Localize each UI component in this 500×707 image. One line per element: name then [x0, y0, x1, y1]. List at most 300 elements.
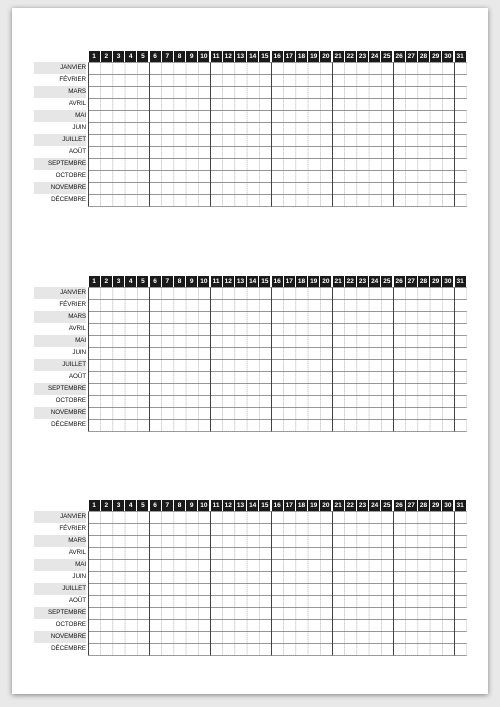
- day-cell[interactable]: [272, 372, 284, 384]
- day-cell[interactable]: [125, 372, 137, 384]
- day-cell[interactable]: [113, 348, 125, 360]
- day-cell[interactable]: [272, 632, 284, 644]
- day-cell[interactable]: [345, 75, 357, 87]
- day-cell[interactable]: [394, 147, 406, 159]
- day-cell[interactable]: [162, 63, 174, 75]
- day-cell[interactable]: [223, 300, 235, 312]
- day-cell[interactable]: [162, 288, 174, 300]
- day-cell[interactable]: [235, 87, 247, 99]
- day-cell[interactable]: [174, 99, 186, 111]
- day-cell[interactable]: [345, 171, 357, 183]
- day-cell[interactable]: [272, 560, 284, 572]
- day-cell[interactable]: [259, 312, 271, 324]
- day-cell[interactable]: [369, 135, 381, 147]
- day-cell[interactable]: [296, 348, 308, 360]
- day-cell[interactable]: [418, 420, 430, 432]
- day-cell[interactable]: [406, 87, 418, 99]
- day-cell[interactable]: [442, 620, 454, 632]
- day-cell[interactable]: [333, 288, 345, 300]
- day-cell[interactable]: [406, 548, 418, 560]
- day-cell[interactable]: [430, 408, 442, 420]
- day-cell[interactable]: [89, 644, 101, 656]
- day-cell[interactable]: [162, 159, 174, 171]
- day-cell[interactable]: [223, 360, 235, 372]
- day-cell[interactable]: [442, 135, 454, 147]
- day-cell[interactable]: [272, 420, 284, 432]
- day-cell[interactable]: [430, 384, 442, 396]
- day-cell[interactable]: [89, 560, 101, 572]
- day-cell[interactable]: [174, 596, 186, 608]
- day-cell[interactable]: [308, 87, 320, 99]
- day-cell[interactable]: [162, 608, 174, 620]
- day-cell[interactable]: [284, 171, 296, 183]
- day-cell[interactable]: [394, 584, 406, 596]
- day-cell[interactable]: [418, 288, 430, 300]
- day-cell[interactable]: [381, 620, 393, 632]
- day-cell[interactable]: [333, 111, 345, 123]
- day-cell[interactable]: [211, 99, 223, 111]
- day-cell[interactable]: [381, 123, 393, 135]
- day-cell[interactable]: [162, 620, 174, 632]
- day-cell[interactable]: [345, 87, 357, 99]
- day-cell[interactable]: [381, 183, 393, 195]
- day-cell[interactable]: [345, 548, 357, 560]
- day-cell[interactable]: [381, 608, 393, 620]
- day-cell[interactable]: [345, 195, 357, 207]
- day-cell[interactable]: [369, 608, 381, 620]
- day-cell[interactable]: [357, 111, 369, 123]
- day-cell[interactable]: [174, 171, 186, 183]
- day-cell[interactable]: [259, 384, 271, 396]
- day-cell[interactable]: [235, 620, 247, 632]
- day-cell[interactable]: [357, 336, 369, 348]
- day-cell[interactable]: [406, 644, 418, 656]
- day-cell[interactable]: [223, 536, 235, 548]
- day-cell[interactable]: [357, 372, 369, 384]
- day-cell[interactable]: [394, 644, 406, 656]
- day-cell[interactable]: [418, 171, 430, 183]
- day-cell[interactable]: [162, 512, 174, 524]
- day-cell[interactable]: [174, 312, 186, 324]
- day-cell[interactable]: [89, 584, 101, 596]
- day-cell[interactable]: [406, 75, 418, 87]
- day-cell[interactable]: [394, 99, 406, 111]
- day-cell[interactable]: [357, 300, 369, 312]
- day-cell[interactable]: [101, 408, 113, 420]
- day-cell[interactable]: [113, 396, 125, 408]
- day-cell[interactable]: [320, 512, 332, 524]
- day-cell[interactable]: [394, 620, 406, 632]
- day-cell[interactable]: [247, 300, 259, 312]
- day-cell[interactable]: [211, 536, 223, 548]
- day-cell[interactable]: [381, 99, 393, 111]
- day-cell[interactable]: [89, 360, 101, 372]
- day-cell[interactable]: [442, 560, 454, 572]
- day-cell[interactable]: [357, 135, 369, 147]
- day-cell[interactable]: [101, 63, 113, 75]
- day-cell[interactable]: [137, 288, 149, 300]
- day-cell[interactable]: [186, 147, 198, 159]
- day-cell[interactable]: [259, 123, 271, 135]
- day-cell[interactable]: [162, 572, 174, 584]
- day-cell[interactable]: [198, 147, 210, 159]
- day-cell[interactable]: [247, 360, 259, 372]
- day-cell[interactable]: [272, 360, 284, 372]
- day-cell[interactable]: [308, 548, 320, 560]
- day-cell[interactable]: [162, 87, 174, 99]
- day-cell[interactable]: [345, 183, 357, 195]
- day-cell[interactable]: [137, 384, 149, 396]
- day-cell[interactable]: [406, 324, 418, 336]
- day-cell[interactable]: [442, 348, 454, 360]
- day-cell[interactable]: [406, 584, 418, 596]
- day-cell[interactable]: [272, 512, 284, 524]
- day-cell[interactable]: [357, 524, 369, 536]
- day-cell[interactable]: [272, 584, 284, 596]
- day-cell[interactable]: [272, 288, 284, 300]
- day-cell[interactable]: [259, 147, 271, 159]
- day-cell[interactable]: [137, 324, 149, 336]
- day-cell[interactable]: [284, 620, 296, 632]
- day-cell[interactable]: [345, 584, 357, 596]
- day-cell[interactable]: [247, 420, 259, 432]
- day-cell[interactable]: [418, 560, 430, 572]
- day-cell[interactable]: [186, 548, 198, 560]
- day-cell[interactable]: [381, 384, 393, 396]
- day-cell[interactable]: [223, 87, 235, 99]
- day-cell[interactable]: [235, 336, 247, 348]
- day-cell[interactable]: [101, 75, 113, 87]
- day-cell[interactable]: [259, 195, 271, 207]
- day-cell[interactable]: [113, 644, 125, 656]
- day-cell[interactable]: [320, 372, 332, 384]
- day-cell[interactable]: [162, 99, 174, 111]
- day-cell[interactable]: [333, 420, 345, 432]
- day-cell[interactable]: [150, 372, 162, 384]
- day-cell[interactable]: [430, 135, 442, 147]
- day-cell[interactable]: [308, 336, 320, 348]
- day-cell[interactable]: [406, 512, 418, 524]
- day-cell[interactable]: [272, 99, 284, 111]
- day-cell[interactable]: [430, 584, 442, 596]
- day-cell[interactable]: [211, 348, 223, 360]
- day-cell[interactable]: [259, 512, 271, 524]
- day-cell[interactable]: [211, 87, 223, 99]
- day-cell[interactable]: [394, 159, 406, 171]
- day-cell[interactable]: [247, 348, 259, 360]
- day-cell[interactable]: [406, 336, 418, 348]
- day-cell[interactable]: [223, 99, 235, 111]
- day-cell[interactable]: [162, 584, 174, 596]
- day-cell[interactable]: [235, 147, 247, 159]
- day-cell[interactable]: [333, 524, 345, 536]
- day-cell[interactable]: [259, 584, 271, 596]
- day-cell[interactable]: [442, 384, 454, 396]
- day-cell[interactable]: [333, 372, 345, 384]
- day-cell[interactable]: [455, 87, 467, 99]
- day-cell[interactable]: [296, 420, 308, 432]
- day-cell[interactable]: [137, 608, 149, 620]
- day-cell[interactable]: [284, 372, 296, 384]
- day-cell[interactable]: [381, 560, 393, 572]
- day-cell[interactable]: [162, 536, 174, 548]
- day-cell[interactable]: [455, 372, 467, 384]
- day-cell[interactable]: [308, 608, 320, 620]
- day-cell[interactable]: [137, 560, 149, 572]
- day-cell[interactable]: [223, 384, 235, 396]
- day-cell[interactable]: [381, 348, 393, 360]
- day-cell[interactable]: [101, 420, 113, 432]
- day-cell[interactable]: [406, 384, 418, 396]
- day-cell[interactable]: [137, 336, 149, 348]
- day-cell[interactable]: [89, 620, 101, 632]
- day-cell[interactable]: [89, 524, 101, 536]
- day-cell[interactable]: [247, 183, 259, 195]
- day-cell[interactable]: [284, 336, 296, 348]
- day-cell[interactable]: [394, 560, 406, 572]
- day-cell[interactable]: [381, 372, 393, 384]
- day-cell[interactable]: [357, 123, 369, 135]
- day-cell[interactable]: [162, 420, 174, 432]
- day-cell[interactable]: [345, 620, 357, 632]
- day-cell[interactable]: [223, 123, 235, 135]
- day-cell[interactable]: [162, 312, 174, 324]
- day-cell[interactable]: [345, 123, 357, 135]
- day-cell[interactable]: [455, 288, 467, 300]
- day-cell[interactable]: [162, 396, 174, 408]
- day-cell[interactable]: [247, 596, 259, 608]
- day-cell[interactable]: [247, 524, 259, 536]
- day-cell[interactable]: [186, 408, 198, 420]
- day-cell[interactable]: [272, 596, 284, 608]
- day-cell[interactable]: [357, 584, 369, 596]
- day-cell[interactable]: [198, 75, 210, 87]
- day-cell[interactable]: [259, 396, 271, 408]
- day-cell[interactable]: [418, 324, 430, 336]
- day-cell[interactable]: [211, 596, 223, 608]
- day-cell[interactable]: [89, 63, 101, 75]
- day-cell[interactable]: [186, 324, 198, 336]
- day-cell[interactable]: [235, 111, 247, 123]
- day-cell[interactable]: [211, 159, 223, 171]
- day-cell[interactable]: [296, 512, 308, 524]
- day-cell[interactable]: [369, 560, 381, 572]
- day-cell[interactable]: [357, 324, 369, 336]
- day-cell[interactable]: [296, 171, 308, 183]
- day-cell[interactable]: [247, 312, 259, 324]
- day-cell[interactable]: [113, 560, 125, 572]
- day-cell[interactable]: [320, 99, 332, 111]
- day-cell[interactable]: [162, 171, 174, 183]
- day-cell[interactable]: [296, 632, 308, 644]
- day-cell[interactable]: [430, 123, 442, 135]
- day-cell[interactable]: [211, 548, 223, 560]
- day-cell[interactable]: [150, 99, 162, 111]
- day-cell[interactable]: [442, 63, 454, 75]
- day-cell[interactable]: [406, 608, 418, 620]
- day-cell[interactable]: [296, 584, 308, 596]
- day-cell[interactable]: [296, 75, 308, 87]
- day-cell[interactable]: [320, 360, 332, 372]
- day-cell[interactable]: [357, 384, 369, 396]
- day-cell[interactable]: [235, 288, 247, 300]
- day-cell[interactable]: [198, 632, 210, 644]
- day-cell[interactable]: [211, 312, 223, 324]
- day-cell[interactable]: [235, 324, 247, 336]
- day-cell[interactable]: [284, 111, 296, 123]
- day-cell[interactable]: [101, 147, 113, 159]
- day-cell[interactable]: [137, 348, 149, 360]
- day-cell[interactable]: [357, 312, 369, 324]
- day-cell[interactable]: [186, 420, 198, 432]
- day-cell[interactable]: [345, 420, 357, 432]
- day-cell[interactable]: [113, 512, 125, 524]
- day-cell[interactable]: [369, 348, 381, 360]
- day-cell[interactable]: [198, 183, 210, 195]
- day-cell[interactable]: [198, 560, 210, 572]
- day-cell[interactable]: [198, 384, 210, 396]
- day-cell[interactable]: [406, 288, 418, 300]
- day-cell[interactable]: [430, 300, 442, 312]
- day-cell[interactable]: [137, 620, 149, 632]
- day-cell[interactable]: [296, 183, 308, 195]
- day-cell[interactable]: [235, 608, 247, 620]
- day-cell[interactable]: [174, 396, 186, 408]
- day-cell[interactable]: [162, 300, 174, 312]
- day-cell[interactable]: [125, 360, 137, 372]
- day-cell[interactable]: [259, 548, 271, 560]
- day-cell[interactable]: [284, 135, 296, 147]
- day-cell[interactable]: [320, 135, 332, 147]
- day-cell[interactable]: [394, 524, 406, 536]
- day-cell[interactable]: [406, 159, 418, 171]
- day-cell[interactable]: [198, 644, 210, 656]
- day-cell[interactable]: [186, 620, 198, 632]
- day-cell[interactable]: [211, 195, 223, 207]
- day-cell[interactable]: [186, 632, 198, 644]
- day-cell[interactable]: [174, 360, 186, 372]
- day-cell[interactable]: [418, 87, 430, 99]
- day-cell[interactable]: [162, 644, 174, 656]
- day-cell[interactable]: [357, 87, 369, 99]
- day-cell[interactable]: [186, 135, 198, 147]
- day-cell[interactable]: [198, 620, 210, 632]
- day-cell[interactable]: [235, 123, 247, 135]
- day-cell[interactable]: [357, 147, 369, 159]
- day-cell[interactable]: [113, 75, 125, 87]
- day-cell[interactable]: [442, 396, 454, 408]
- day-cell[interactable]: [125, 608, 137, 620]
- day-cell[interactable]: [223, 560, 235, 572]
- day-cell[interactable]: [186, 560, 198, 572]
- day-cell[interactable]: [357, 288, 369, 300]
- day-cell[interactable]: [320, 312, 332, 324]
- day-cell[interactable]: [186, 312, 198, 324]
- day-cell[interactable]: [247, 572, 259, 584]
- day-cell[interactable]: [211, 632, 223, 644]
- day-cell[interactable]: [125, 596, 137, 608]
- day-cell[interactable]: [442, 183, 454, 195]
- day-cell[interactable]: [89, 183, 101, 195]
- day-cell[interactable]: [235, 360, 247, 372]
- day-cell[interactable]: [406, 408, 418, 420]
- day-cell[interactable]: [430, 159, 442, 171]
- day-cell[interactable]: [101, 572, 113, 584]
- day-cell[interactable]: [235, 384, 247, 396]
- day-cell[interactable]: [272, 620, 284, 632]
- day-cell[interactable]: [272, 63, 284, 75]
- day-cell[interactable]: [162, 111, 174, 123]
- day-cell[interactable]: [369, 336, 381, 348]
- day-cell[interactable]: [174, 123, 186, 135]
- day-cell[interactable]: [345, 524, 357, 536]
- day-cell[interactable]: [198, 135, 210, 147]
- day-cell[interactable]: [357, 63, 369, 75]
- day-cell[interactable]: [89, 147, 101, 159]
- day-cell[interactable]: [223, 195, 235, 207]
- day-cell[interactable]: [247, 384, 259, 396]
- day-cell[interactable]: [223, 288, 235, 300]
- day-cell[interactable]: [272, 348, 284, 360]
- day-cell[interactable]: [284, 396, 296, 408]
- day-cell[interactable]: [198, 324, 210, 336]
- day-cell[interactable]: [150, 360, 162, 372]
- day-cell[interactable]: [89, 408, 101, 420]
- day-cell[interactable]: [235, 560, 247, 572]
- day-cell[interactable]: [235, 63, 247, 75]
- day-cell[interactable]: [272, 572, 284, 584]
- day-cell[interactable]: [125, 420, 137, 432]
- day-cell[interactable]: [357, 596, 369, 608]
- day-cell[interactable]: [345, 408, 357, 420]
- day-cell[interactable]: [101, 348, 113, 360]
- day-cell[interactable]: [198, 408, 210, 420]
- day-cell[interactable]: [455, 171, 467, 183]
- day-cell[interactable]: [455, 312, 467, 324]
- day-cell[interactable]: [333, 324, 345, 336]
- day-cell[interactable]: [198, 111, 210, 123]
- day-cell[interactable]: [89, 111, 101, 123]
- day-cell[interactable]: [137, 87, 149, 99]
- day-cell[interactable]: [455, 584, 467, 596]
- day-cell[interactable]: [259, 420, 271, 432]
- day-cell[interactable]: [369, 87, 381, 99]
- day-cell[interactable]: [394, 300, 406, 312]
- day-cell[interactable]: [357, 171, 369, 183]
- day-cell[interactable]: [101, 183, 113, 195]
- day-cell[interactable]: [381, 644, 393, 656]
- day-cell[interactable]: [89, 171, 101, 183]
- day-cell[interactable]: [284, 548, 296, 560]
- day-cell[interactable]: [381, 512, 393, 524]
- day-cell[interactable]: [369, 99, 381, 111]
- day-cell[interactable]: [259, 183, 271, 195]
- day-cell[interactable]: [162, 384, 174, 396]
- day-cell[interactable]: [320, 348, 332, 360]
- day-cell[interactable]: [235, 548, 247, 560]
- day-cell[interactable]: [186, 195, 198, 207]
- day-cell[interactable]: [333, 396, 345, 408]
- day-cell[interactable]: [247, 584, 259, 596]
- day-cell[interactable]: [296, 536, 308, 548]
- day-cell[interactable]: [174, 524, 186, 536]
- day-cell[interactable]: [381, 584, 393, 596]
- day-cell[interactable]: [381, 75, 393, 87]
- day-cell[interactable]: [418, 548, 430, 560]
- day-cell[interactable]: [333, 360, 345, 372]
- day-cell[interactable]: [198, 536, 210, 548]
- day-cell[interactable]: [259, 348, 271, 360]
